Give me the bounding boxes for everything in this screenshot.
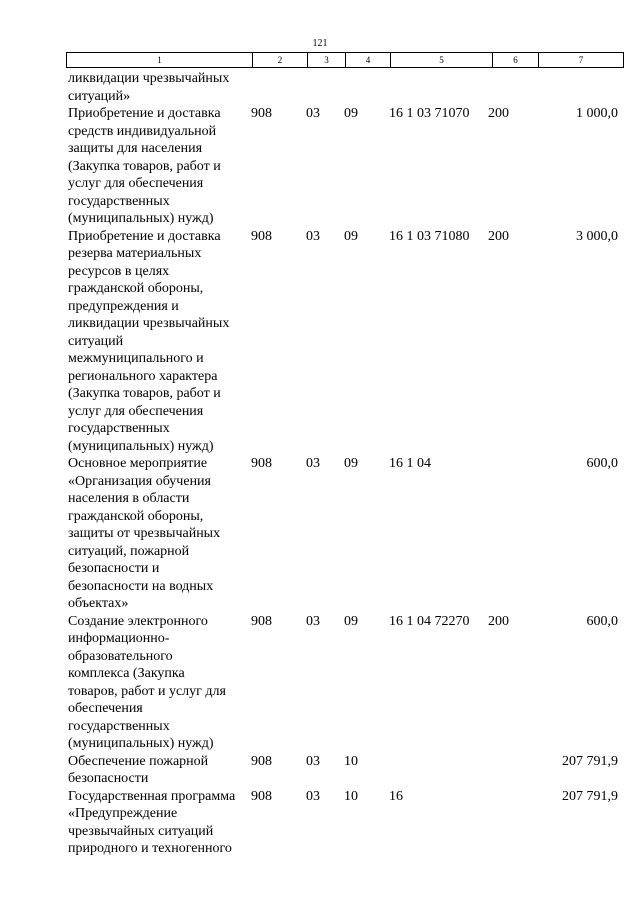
row-subsection: 09	[344, 613, 358, 629]
row-name: Создание электронного информационно- образовательного комплекса (Закупка товаров, работ и услуг для обеспечения государственных (муниципальных) нужд)	[68, 613, 226, 751]
column-header-table	[66, 52, 624, 68]
column-header-row	[67, 53, 624, 68]
table-row	[0, 455, 640, 613]
row-section: 03	[306, 753, 320, 769]
table-row	[0, 105, 640, 228]
row-admin-code: 908	[251, 456, 272, 471]
row-name: Приобретение и доставка резерва материальных ресурсов в целях гражданской обороны, предупреждения и ликвидации чрезвычайных ситуаций межмуниципального и регионального характера (Закупка товаров, работ и услуг для обеспечения государственных (муниципальных) нужд)	[68, 228, 230, 454]
page-number: 121	[312, 38, 328, 49]
row-section: 03	[306, 613, 320, 629]
table-row	[0, 788, 640, 858]
table-row	[0, 228, 640, 456]
row-amount: 600,0	[586, 613, 618, 629]
row-expense-type: 200	[488, 228, 509, 244]
row-section: 03	[306, 788, 320, 804]
row-admin-code: 908	[251, 228, 272, 244]
row-expense-type: 200	[488, 613, 509, 629]
row-name: Приобретение и доставка средств индивидуальной защиты для населения (Закупка товаров, работ и услуг для обеспечения государственных (муниципальных) нужд)	[68, 106, 221, 226]
row-name: Основное мероприятие «Организация обучения населения в области гражданской обороны, защиты от чрезвычайных ситуаций, пожарной безопасности и безопасности на водных объектах»	[68, 456, 221, 611]
row-subsection: 09	[344, 456, 358, 471]
row-amount: 1 000,0	[576, 106, 618, 121]
row-admin-code: 908	[251, 613, 272, 629]
row-subsection: 09	[344, 106, 358, 121]
row-name: Государственная программа «Предупреждение чрезвычайных ситуаций природного и техногенного	[68, 788, 236, 856]
row-target-article: 16 1 04	[389, 456, 431, 471]
row-section: 03	[306, 106, 320, 121]
row-target-article: 16	[389, 788, 403, 804]
table-row	[0, 613, 640, 753]
row-section: 03	[306, 456, 320, 471]
table-row	[0, 753, 640, 788]
column-header-2: 2	[253, 53, 308, 68]
column-header-1: 1	[67, 53, 253, 68]
row-subsection: 10	[344, 788, 358, 804]
row-expense-type: 200	[488, 106, 509, 121]
row-section: 03	[306, 228, 320, 244]
row-amount: 3 000,0	[576, 228, 618, 244]
row-amount: 207 791,9	[562, 753, 618, 769]
row-name: ликвидации чрезвычайных ситуаций»	[68, 71, 230, 104]
table-row	[0, 70, 640, 105]
row-amount: 207 791,9	[562, 788, 618, 804]
column-header-6: 6	[493, 53, 539, 68]
column-header-7: 7	[539, 53, 624, 68]
row-subsection: 10	[344, 753, 358, 769]
row-target-article: 16 1 03 71080	[389, 228, 470, 244]
row-amount: 600,0	[586, 456, 618, 471]
table-body	[0, 70, 640, 858]
column-header-3: 3	[308, 53, 346, 68]
row-target-article: 16 1 03 71070	[389, 106, 470, 121]
row-admin-code: 908	[251, 788, 272, 804]
row-name: Обеспечение пожарной безопасности	[68, 753, 209, 786]
row-admin-code: 908	[251, 753, 272, 769]
row-admin-code: 908	[251, 106, 272, 121]
row-subsection: 09	[344, 228, 358, 244]
row-target-article: 16 1 04 72270	[389, 613, 470, 629]
column-header-4: 4	[346, 53, 391, 68]
column-header-5: 5	[391, 53, 493, 68]
